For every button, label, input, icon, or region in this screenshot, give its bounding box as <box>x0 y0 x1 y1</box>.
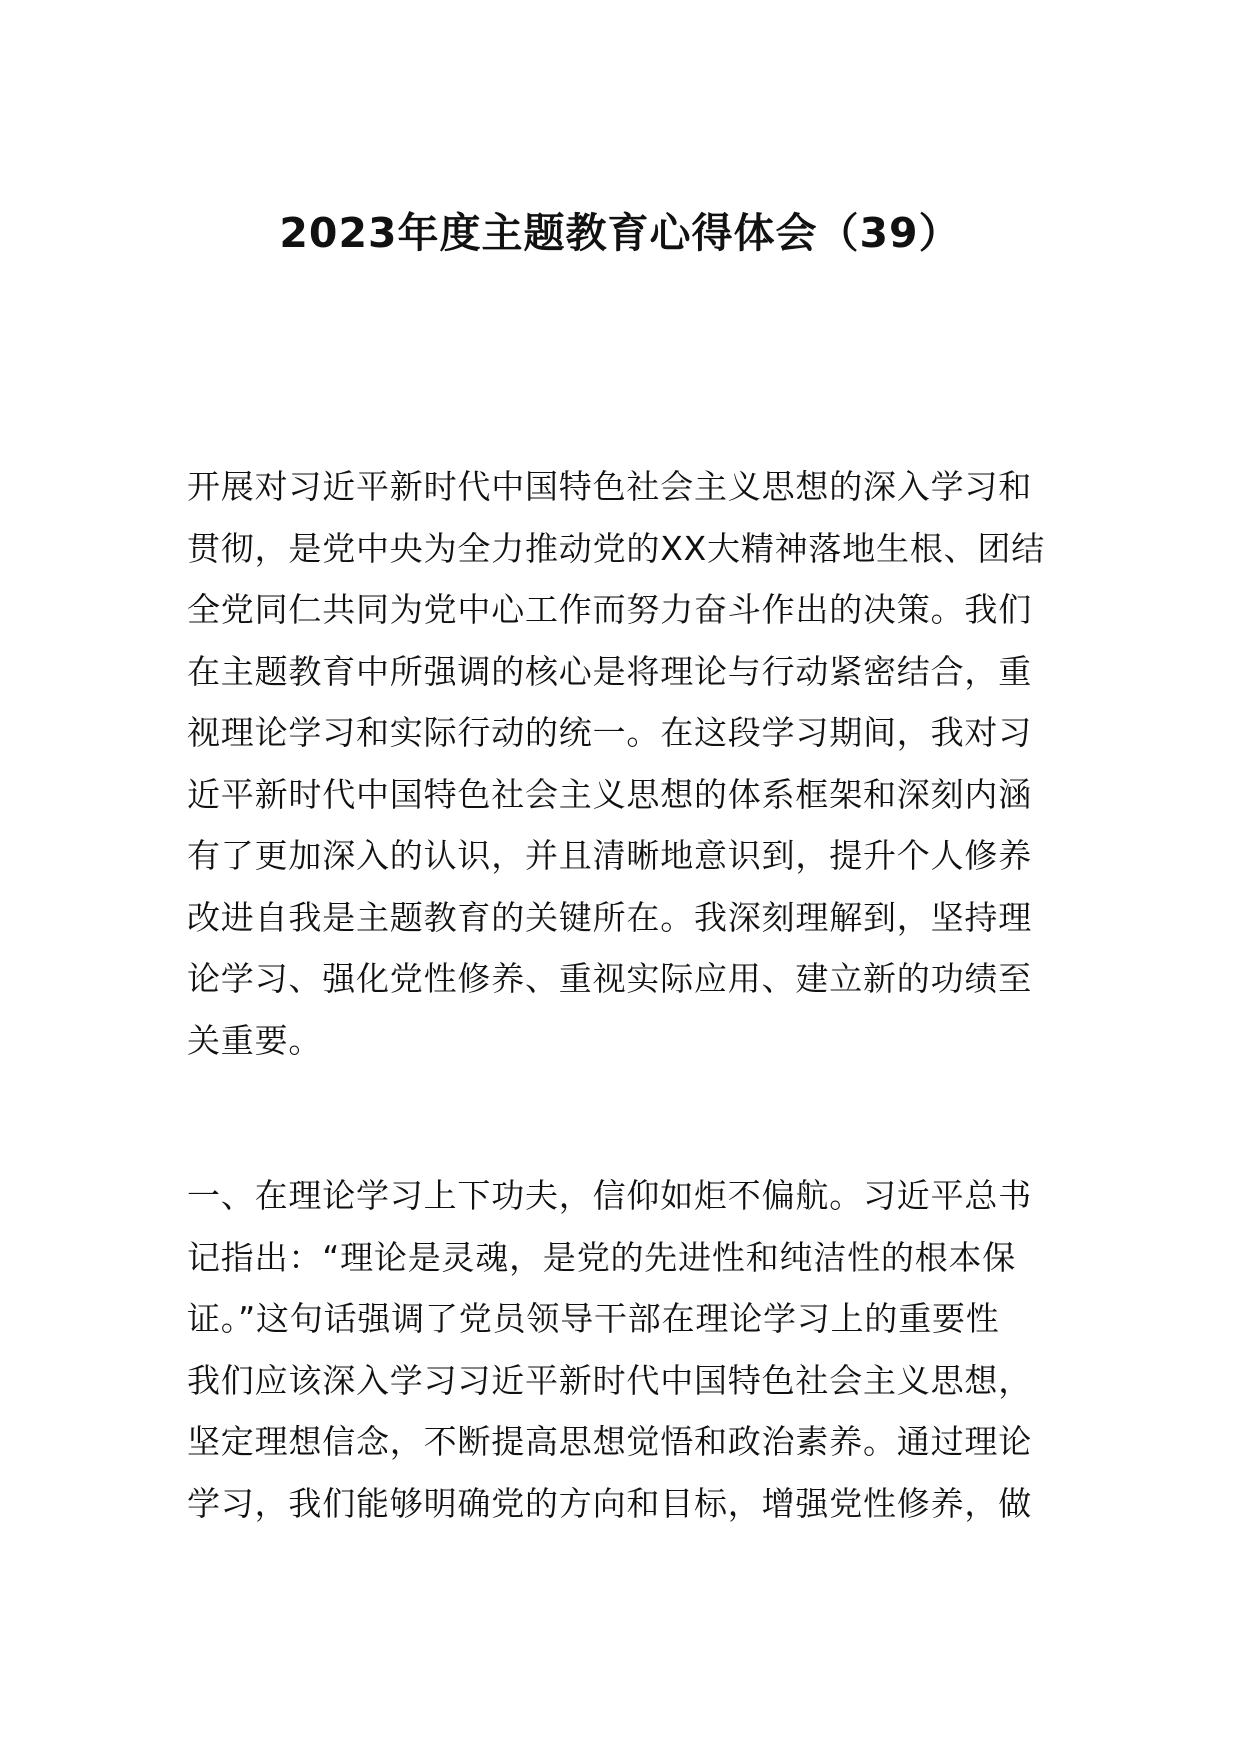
paragraph-line: 我们应该深入学习习近平新时代中国特色社会主义思想， <box>187 1360 1032 1400</box>
paragraph-line: 记指出：“理论是灵魂，是党的先进性和纯洁性的根本保 <box>187 1237 1017 1277</box>
paragraph-section-one <box>187 1165 1055 1534</box>
paragraph-line: 视理论学习和实际行动的统一。在这段学习期间，我对习 <box>187 713 1032 752</box>
paragraph-line: 在主题教育中所强调的核心是将理论与行动紧密结合，重 <box>187 651 1032 691</box>
paragraph-line: 论学习、强化党性修养、重视实际应用、建立新的功绩至 <box>187 959 1032 998</box>
paragraph-line: 证。”这句话强调了党员领导干部在理论学习上的重要性 <box>187 1299 1000 1338</box>
paragraph-line: 学习，我们能够明确党的方向和目标，增强党性修养，做 <box>187 1483 1032 1523</box>
paragraph-line: 近平新时代中国特色社会主义思想的体系框架和深刻内涵 <box>187 774 1032 814</box>
document-title: 2023年度主题教育心得体会（39） <box>279 209 961 257</box>
paragraph-line: 改进自我是主题教育的关键所在。我深刻理解到，坚持理 <box>187 897 1032 937</box>
paragraph-line: 开展对习近平新时代中国特色社会主义思想的深入学习和 <box>187 467 1032 506</box>
paragraph-line: 坚定理想信念，不断提高思想觉悟和政治素养。通过理论 <box>187 1422 1032 1461</box>
paragraph-line: 全党同仁共同为党中心工作而努力奋斗作出的决策。我们 <box>187 590 1032 629</box>
paragraph-line: 一、在理论学习上下功夫，信仰如炬不偏航。习近平总书 <box>187 1176 1032 1215</box>
paragraph-line: 有了更加深入的认识，并且清晰地意识到，提升个人修养 <box>187 836 1032 875</box>
paragraph-intro <box>187 456 1055 1071</box>
paragraph-line: 贯彻，是党中央为全力推动党的XX大精神落地生根、团结 <box>187 528 1046 568</box>
paragraph-line: 关重要。 <box>187 1020 323 1060</box>
